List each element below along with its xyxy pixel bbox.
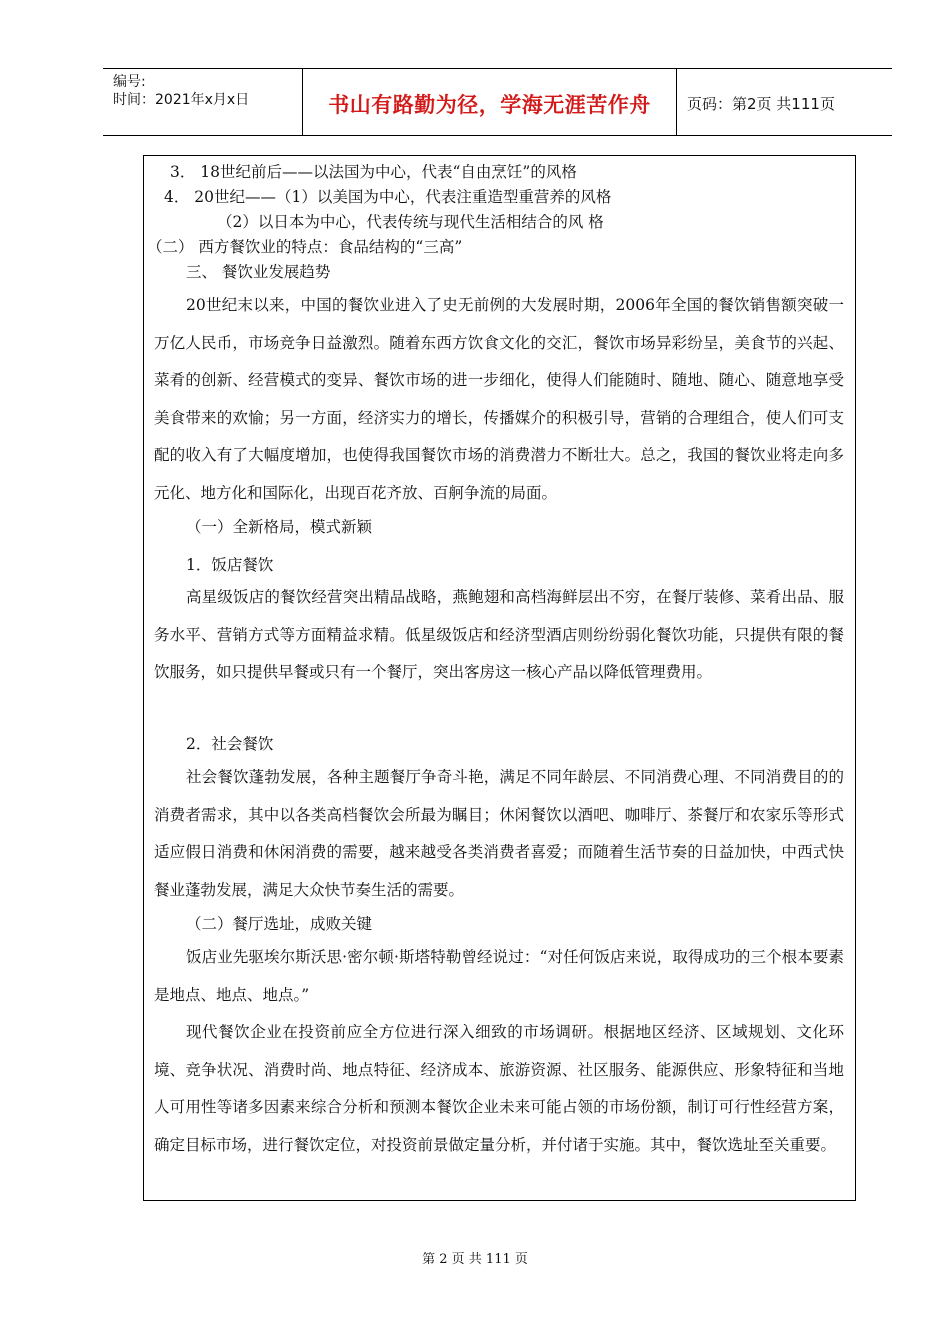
page-code: 页码：第2页 共111页 xyxy=(687,95,835,113)
document-header xyxy=(103,68,892,136)
number-label: 编号: xyxy=(113,74,146,90)
subheading-new-pattern: （一）全新格局，模式新颖 xyxy=(186,518,373,536)
subheading-site-selection: （二）餐厅选址，成败关键 xyxy=(186,915,373,933)
paragraph-hotel-dining: 高星级饭店的餐饮经营突出精品战略，燕鲍翅和高档海鲜层出不穷，在餐厅装修、菜肴出品、服务水平、营销方式等方面精益求精。低星级饭店和经济型酒店则纷纷弱化餐饮功能，只提供有限的餐饮服务，如只提供早餐或只有一个餐厅，突出客房这一核心产品以降低管理费用。 xyxy=(154,588,844,682)
western-features-heading: （二） 西方餐饮业的特点：食品结构的“三高” xyxy=(147,238,463,256)
paragraph-market-research: 现代餐饮企业在投资前应全方位进行深入细致的市场调研。根据地区经济、区域规划、文化环境、竞争状况、消费时尚、地点特征、经济成本、旅游资源、社区服务、能源供应、形象特征和当地人可用性等诸多因素来综合分析和预测本餐饮企业未来可能占领的市场份额，制订可行性经营方案，确定目标市场，进行餐饮定位，对投资前景做定量分析，并付诸于实施。其中，餐饮选址至关重要。 xyxy=(154,1023,844,1154)
subheading-social-dining: 2．社会餐饮 xyxy=(186,735,274,753)
time-label: 时间：2021年x月x日 xyxy=(113,92,250,108)
motto-text: 书山有路勤为径，学海无涯苦作舟 xyxy=(328,93,651,117)
header-page-cell xyxy=(677,69,892,135)
paragraph-social-dining: 社会餐饮蓬勃发展，各种主题餐厅争奇斗艳，满足不同年龄层、不同消费心理、不同消费目的的消费者需求，其中以各类高档餐饮会所最为瞩目；休闲餐饮以酒吧、咖啡厅、茶餐厅和农家乐等形式适应假日消费和休闲消费的需要，越来越受各类消费者喜爱；而随着生活节奏的日益加快，中西式快餐业蓬勃发展，满足大众快节奏生活的需要。 xyxy=(154,768,844,899)
header-meta-cell xyxy=(103,69,303,135)
page-footer: 第 2 页 共 111 页 xyxy=(422,1252,528,1267)
header-motto-cell xyxy=(303,69,677,135)
subheading-hotel-dining: 1．饭店餐饮 xyxy=(186,556,274,574)
paragraph-trends-intro: 20世纪末以来，中国的餐饮业进入了史无前例的大发展时期，2006年全国的餐饮销售额突破一万亿人民币，市场竞争日益激烈。随着东西方饮食文化的交汇，餐饮市场异彩纷呈，美食节的兴起、菜肴的创新、经营模式的变异、餐饮市场的进一步细化，使得人们能随时、随地、随心、随意地享受美食带来的欢愉；另一方面，经济实力的增长，传播媒介的积极引导，营销的合理组合，使人们可支配的收入有了大幅度增加，也使得我国餐饮市场的消费潜力不断壮大。总之，我国的餐饮业将走向多元化、地方化和国际化，出现百花齐放、百舸争流的局面。 xyxy=(154,296,844,502)
history-line-3: 3． 18世纪前后——以法国为中心，代表“自由烹饪”的风格 xyxy=(170,163,577,181)
paragraph-statler-quote: 饭店业先驱埃尔斯沃思·密尔顿·斯塔特勒曾经说过：“对任何饭店来说，取得成功的三个根本要素是地点、地点、地点。” xyxy=(154,948,844,1004)
history-line-4: 4． 20世纪——（1）以美国为中心，代表注重造型重营养的风格 xyxy=(164,188,612,206)
history-line-4b: （2）以日本为中心，代表传统与现代生活相结合的风 格 xyxy=(217,213,604,231)
section-heading-trends: 三、 餐饮业发展趋势 xyxy=(186,263,331,281)
